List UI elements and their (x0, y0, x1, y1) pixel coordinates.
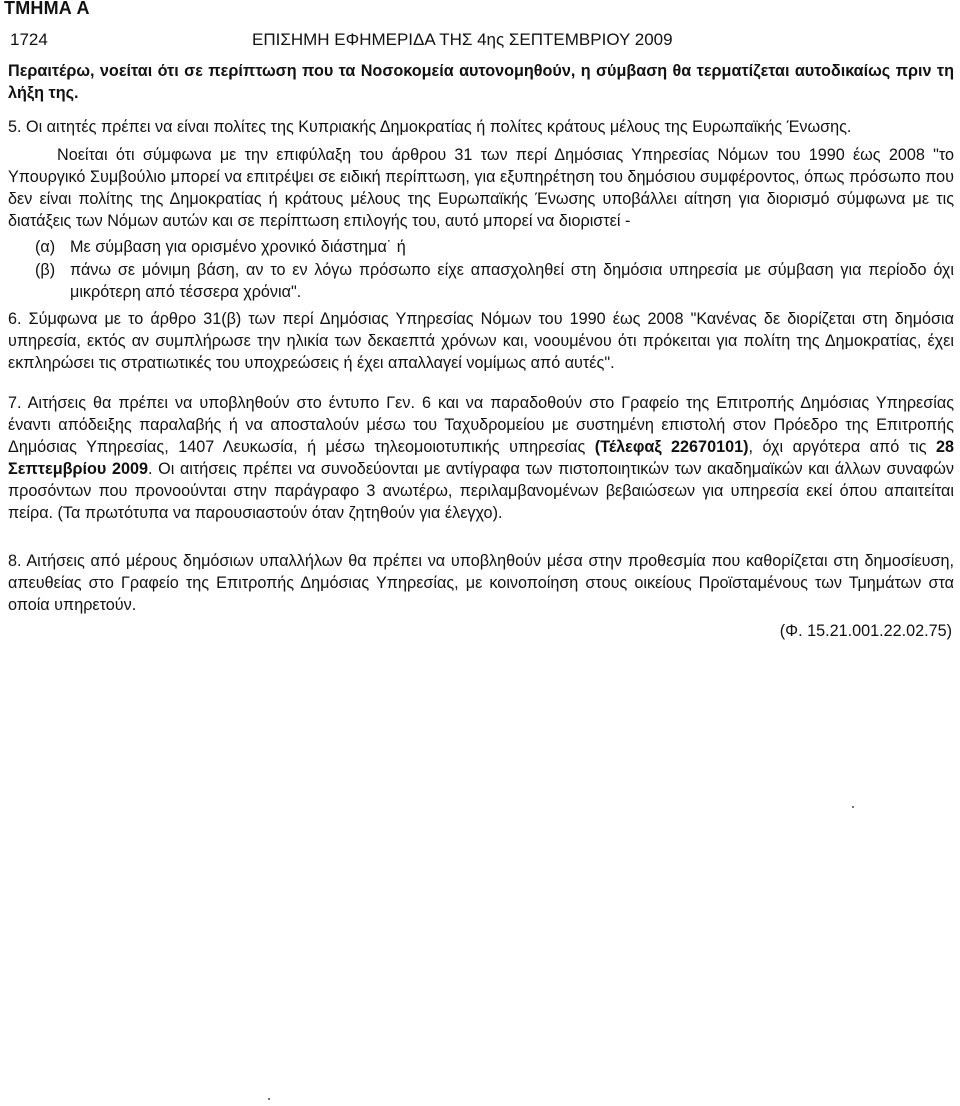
page-number: 1724 (10, 30, 48, 49)
section-title: ΤΜΗΜΑ Α (4, 0, 90, 18)
item-5-sub-b (8, 259, 954, 303)
item-6: 6. Σύμφωνα με το άρθρο 31(β) των περί Δημόσιας Υπηρεσίας Νόμων του 1990 έως 2008 "Κανένας δε διορίζεται στη δημόσια υπηρεσία, εκτός αν συμπλήρωσε την ηλικία των δεκαεπτά χρόνων και, νοουμένου ότι πρόκειται για πολίτη της Δημοκρατίας, έχει εκπληρώσει τις στρατιωτικές του υποχρεώσεις ή έχει απαλλαγεί νομίμως από αυτές". (8, 310, 954, 372)
scan-speck (852, 806, 854, 808)
item-7-part3: . Οι αιτήσεις πρέπει να συνοδεύονται με αντίγραφα των πιστοποιητικών των ακαδημαϊκών και άλλων συναφών προσόντων που προνοούνται στην παράγραφο 3 ανωτέρω, περιλαμβανομένων βεβαιώσεων για υπηρεσία εκεί όπου απαιτείται πείρα. (Τα πρωτότυπα να παρουσιαστούν όταν ζητηθούν για έλεγχο). (8, 460, 955, 522)
sub-a-label: (α) (35, 238, 56, 256)
item-7-part2: , όχι αργότερα από τις (748, 438, 936, 456)
item-5-sub-a (8, 236, 954, 258)
deadline-date: 28 Σεπτεμβρίου 2009 (8, 438, 954, 478)
item-7-part1: 7. Αιτήσεις θα πρέπει να υποβληθούν στο έντυπο Γεν. 6 και να παραδοθούν στο Γραφείο της Επιτροπής Δημόσιας Υπηρεσίας έναντι απόδειξης παραλαβής ή να αποσταλούν μέσω του Ταχυδρομείου με συστημένη επιστολή στον Πρόεδρο της Επιτροπής Δημόσιας Υπηρεσίας, 1407 Λευκωσία, ή μέσω τηλεομοιοτυπικής υπηρεσίας (8, 394, 954, 456)
item-7 (8, 392, 954, 524)
item-5: 5. Οι αιτητές πρέπει να είναι πολίτες της Κυπριακής Δημοκρατίας ή πολίτες κράτους μέλους της Ευρωπαϊκής Ένωσης. (8, 118, 852, 136)
fax-number: (Τέλεφαξ 22670101) (594, 438, 749, 456)
intro-paragraph: Περαιτέρω, νοείται ότι σε περίπτωση που τα Νοσοκομεία αυτονομηθούν, η σύμβαση θα τερματίζεται αυτοδικαίως πριν τη λήξη της. (8, 62, 954, 102)
item-5-proviso: Νοείται ότι σύμφωνα με την επιφύλαξη του άρθρου 31 των περί Δημόσιας Υπηρεσίας Νόμων του 1990 έως 2008 "το Υπουργικό Συμβούλιο μπορεί να επιτρέψει σε ειδική περίπτωση, για εξυπηρέτηση του δημόσιου συμφέροντος, όπως πρόσωπο που δεν είναι πολίτης της Δημοκρατίας ή κράτους μέλους της Ευρωπαϊκής Ένωσης υποβάλλει αίτηση για διορισμό σύμφωνα με τις διατάξεις των Νόμων αυτών και σε περίπτωση επιλογής του, αυτό μπορεί να διοριστεί - (8, 146, 954, 230)
item-8: 8. Αιτήσεις από μέρους δημόσιων υπαλλήλων θα πρέπει να υποβληθούν μέσα στην προθεσμία που καθορίζεται στη δημοσίευση, απευθείας στο Γραφείο της Επιτροπής Δημόσιας Υπηρεσίας, με κοινοποίηση στους οικείους Προϊσταμένους των Τμημάτων στα οποία υπηρετούν. (8, 552, 954, 614)
gazette-title: ΕΠΙΣΗΜΗ ΕΦΗΜΕΡΙΔΑ ΤΗΣ 4ης ΣΕΠΤΕΜΒΡΙΟΥ 2009 (252, 30, 673, 49)
sub-b-label: (β) (35, 261, 56, 279)
sub-b-text: πάνω σε μόνιμη βάση, αν το εν λόγω πρόσωπο είχε απασχοληθεί στη δημόσια υπηρεσία με σύμβαση για περίοδο όχι μικρότερη από τέσσερα χρόνια". (70, 261, 954, 301)
scan-speck (268, 1098, 270, 1100)
sub-a-text: Με σύμβαση για ορισμένο χρονικό διάστημα˙ ή (70, 238, 406, 256)
file-reference: (Φ. 15.21.001.22.02.75) (779, 622, 952, 640)
